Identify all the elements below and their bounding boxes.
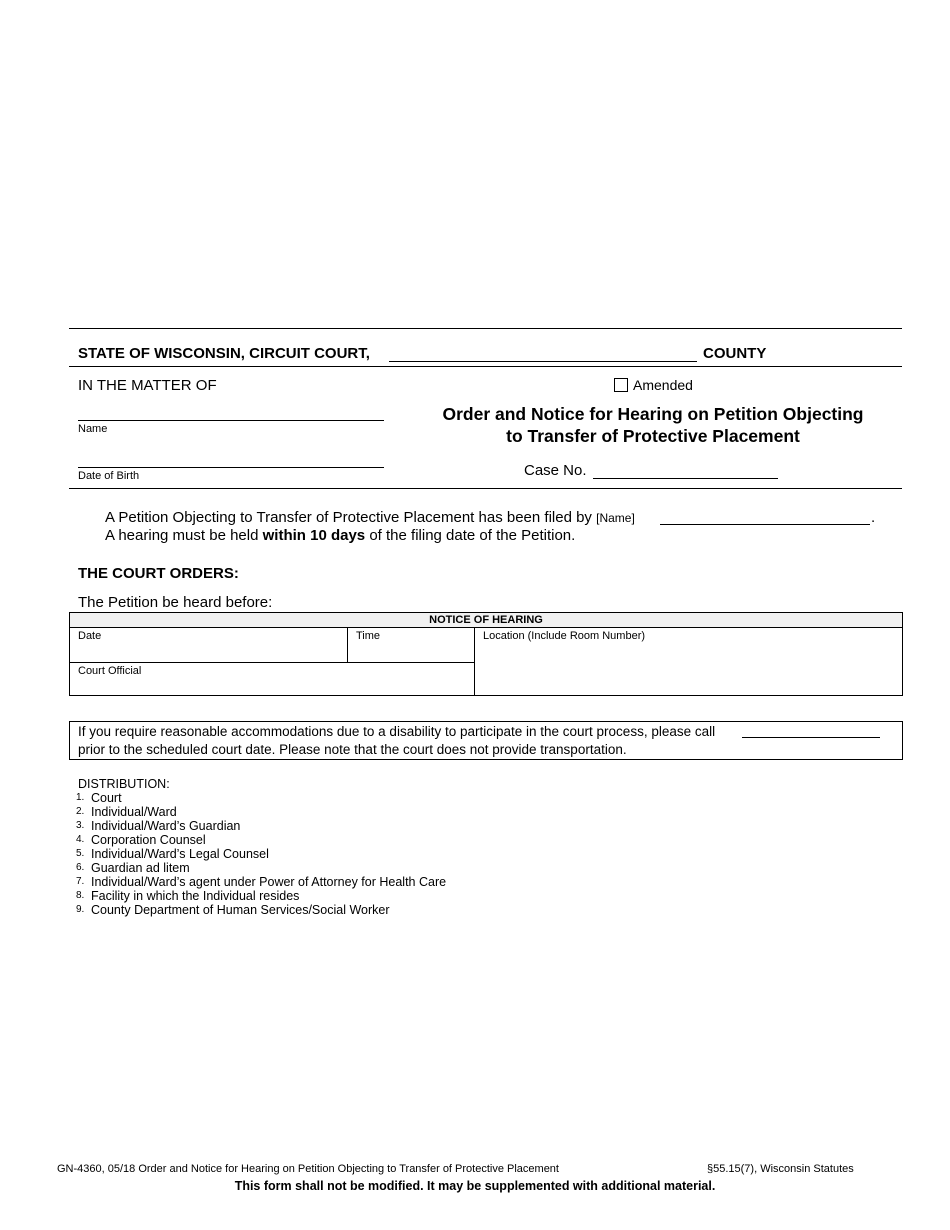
- list-item: [78, 833, 446, 847]
- item-number: 9.: [76, 904, 85, 915]
- in-the-matter-of-label: IN THE MATTER OF: [78, 377, 217, 394]
- form-notice-footer: This form shall not be modified. It may be supplemented with additional material.: [234, 1179, 716, 1193]
- item-label: Individual/Ward: [91, 805, 177, 819]
- form-id-footer: GN-4360, 05/18 Order and Notice for Hearing on Petition Objecting to Transfer of Protective Placement: [57, 1163, 559, 1175]
- hearing-time-label: Time: [356, 630, 381, 642]
- hearing-text-post: of the filing date of the Petition.: [369, 527, 576, 544]
- item-label: Facility in which the Individual resides: [91, 889, 300, 903]
- item-label: Guardian ad litem: [91, 861, 190, 875]
- list-item: [78, 875, 446, 889]
- county-input[interactable]: [389, 344, 697, 362]
- list-item: [78, 819, 446, 833]
- top-rule: [69, 328, 902, 329]
- petitioner-name-input[interactable]: [660, 508, 870, 525]
- county-label: COUNTY: [703, 345, 767, 362]
- header-bottom-rule: [69, 488, 902, 489]
- petition-line-2: [105, 527, 575, 544]
- hearing-text-pre: A hearing must be held: [105, 527, 259, 544]
- list-item: [78, 861, 446, 875]
- name-label: Name: [78, 423, 108, 435]
- court-official-label: Court Official: [78, 665, 142, 677]
- hearing-time-cell[interactable]: [348, 628, 475, 663]
- statute-footer: §55.15(7), Wisconsin Statutes: [707, 1163, 854, 1175]
- heard-before-text: The Petition be heard before:: [78, 594, 273, 611]
- hearing-deadline: within 10 days: [262, 527, 366, 544]
- hearing-date-label: Date: [78, 630, 102, 642]
- item-label: Individual/Ward’s agent under Power of Attorney for Health Care: [91, 875, 447, 889]
- item-label: Individual/Ward’s Guardian: [91, 819, 241, 833]
- item-label: Individual/Ward’s Legal Counsel: [91, 847, 269, 861]
- item-number: 5.: [76, 848, 85, 859]
- form-title-line2: to Transfer of Protective Placement: [506, 426, 800, 446]
- list-item: [78, 847, 446, 861]
- list-item: [78, 903, 446, 917]
- petition-line-1: [105, 509, 635, 526]
- distribution-heading: DISTRIBUTION:: [78, 777, 170, 791]
- date-of-birth-input[interactable]: [78, 451, 384, 468]
- petition-period: .: [871, 509, 876, 526]
- list-item: [78, 889, 446, 903]
- header-rule: [69, 366, 902, 367]
- hearing-location-cell[interactable]: [475, 628, 903, 696]
- list-item: [78, 791, 446, 805]
- item-number: 7.: [76, 876, 85, 887]
- item-label: Corporation Counsel: [91, 833, 206, 847]
- item-number: 3.: [76, 820, 85, 831]
- accommodation-phone-input[interactable]: [742, 722, 880, 738]
- item-number: 8.: [76, 890, 85, 901]
- case-number-input[interactable]: [593, 462, 778, 479]
- form-title-line1: Order and Notice for Hearing on Petition Objecting: [442, 404, 864, 424]
- item-number: 4.: [76, 834, 85, 845]
- item-label: County Department of Human Services/Social Worker: [91, 903, 390, 917]
- list-item: [78, 805, 446, 819]
- date-of-birth-label: Date of Birth: [78, 470, 140, 482]
- item-number: 1.: [76, 792, 85, 803]
- name-input[interactable]: [78, 404, 384, 421]
- case-number-label: Case No.: [524, 462, 587, 479]
- item-number: 2.: [76, 806, 85, 817]
- amended-checkbox[interactable]: [614, 378, 628, 392]
- notice-of-hearing-heading: NOTICE OF HEARING: [70, 613, 903, 628]
- hearing-date-cell[interactable]: [70, 628, 348, 663]
- state-court-label: STATE OF WISCONSIN, CIRCUIT COURT,: [78, 345, 370, 362]
- notice-of-hearing-table: [69, 612, 903, 696]
- item-number: 6.: [76, 862, 85, 873]
- accommodation-line-1: If you require reasonable accommodations due to a disability to participate in the court process, please call: [78, 724, 716, 739]
- hearing-location-label: Location (Include Room Number): [483, 630, 646, 642]
- court-orders-heading: THE COURT ORDERS:: [78, 565, 239, 582]
- petitioner-name-hint: [Name]: [596, 511, 635, 525]
- petition-text: A Petition Objecting to Transfer of Protective Placement has been filed by: [105, 509, 592, 526]
- amended-label: Amended: [633, 377, 693, 393]
- accommodation-line-2: prior to the scheduled court date. Please note that the court does not provide transportation.: [78, 742, 627, 757]
- court-official-cell[interactable]: [70, 663, 475, 696]
- distribution-list: [78, 777, 446, 917]
- item-label: Court: [91, 791, 122, 805]
